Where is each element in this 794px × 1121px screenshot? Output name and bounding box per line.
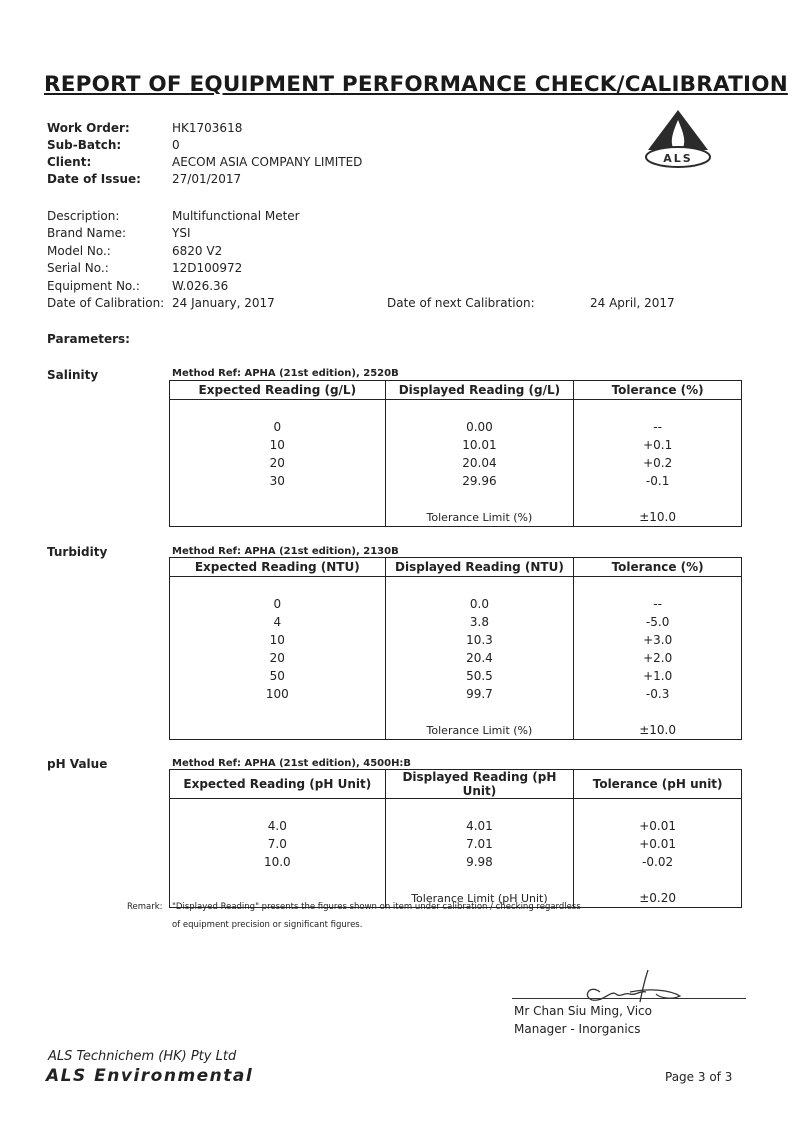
salinity-section-title: Salinity xyxy=(47,368,99,382)
turbidity-table xyxy=(169,557,742,740)
serial-no-label: Serial No.: xyxy=(47,261,109,275)
description-label: Description: xyxy=(47,209,120,223)
remark-line-1: "Displayed Reading" presents the figures shown on item under calibration / checking regardless xyxy=(172,902,581,912)
turbidity-section-title: Turbidity xyxy=(47,545,108,559)
client-value: AECOM ASIA COMPANY LIMITED xyxy=(172,155,363,169)
spacer-row xyxy=(170,799,742,818)
table-row: 20 20.4 +2.0 xyxy=(170,649,742,667)
spacer-row xyxy=(170,703,742,721)
ph-table xyxy=(169,769,742,908)
als-logo-icon xyxy=(640,106,716,170)
salinity-header-row xyxy=(170,381,742,400)
model-no-label: Model No.: xyxy=(47,244,111,258)
turbidity-header-tolerance: Tolerance (%) xyxy=(574,558,742,577)
table-row: 7.0 7.01 +0.01 xyxy=(170,835,742,853)
table-row: 20 20.04 +0.2 xyxy=(170,454,742,472)
table-row: 0 0.00 -- xyxy=(170,418,742,436)
salinity-table xyxy=(169,380,742,527)
table-row: 10 10.01 +0.1 xyxy=(170,436,742,454)
serial-no-value: 12D100972 xyxy=(172,261,243,275)
turbidity-limit-value: ±10.0 xyxy=(574,721,742,740)
client-label: Client: xyxy=(47,155,92,169)
brand-name-label: Brand Name: xyxy=(47,226,127,240)
salinity-method: Method Ref: APHA (21st edition), 2520B xyxy=(172,368,399,379)
turbidity-limit-row xyxy=(170,721,742,740)
spacer-row xyxy=(170,490,742,508)
salinity-header-expected: Expected Reading (g/L) xyxy=(170,381,386,400)
remark-label: Remark: xyxy=(127,902,163,912)
equipment-no-value: W.026.36 xyxy=(172,279,229,293)
turbidity-limit-label: Tolerance Limit (%) xyxy=(385,721,574,740)
ph-limit-value: ±0.20 xyxy=(574,889,742,908)
signatory-title: Manager - Inorganics xyxy=(514,1022,641,1036)
als-logo xyxy=(640,106,716,170)
page-title: REPORT OF EQUIPMENT PERFORMANCE CHECK/CALIBRATION xyxy=(44,72,788,97)
spacer-row xyxy=(170,871,742,889)
work-order-value: HK1703618 xyxy=(172,121,243,135)
description-value: Multifunctional Meter xyxy=(172,209,300,223)
footer-company: ALS Technichem (HK) Pty Ltd xyxy=(48,1049,237,1064)
table-row: 10.0 9.98 -0.02 xyxy=(170,853,742,871)
brand-name-value: YSI xyxy=(172,226,191,240)
ph-header-expected: Expected Reading (pH Unit) xyxy=(170,770,386,799)
date-of-issue-value: 27/01/2017 xyxy=(172,172,242,186)
spacer-row xyxy=(170,400,742,419)
model-no-value: 6820 V2 xyxy=(172,244,223,258)
table-row: 4.0 4.01 +0.01 xyxy=(170,817,742,835)
salinity-limit-label: Tolerance Limit (%) xyxy=(385,508,574,527)
turbidity-method: Method Ref: APHA (21st edition), 2130B xyxy=(172,546,399,557)
turbidity-header-row xyxy=(170,558,742,577)
salinity-header-tolerance: Tolerance (%) xyxy=(574,381,742,400)
turbidity-header-displayed: Displayed Reading (NTU) xyxy=(385,558,574,577)
salinity-limit-value: ±10.0 xyxy=(574,508,742,527)
svg-text:ALS: ALS xyxy=(663,152,693,165)
date-of-calibration-value: 24 January, 2017 xyxy=(172,296,275,310)
work-order-label: Work Order: xyxy=(47,121,130,135)
page-number: Page 3 of 3 xyxy=(665,1070,733,1084)
next-calibration-value: 24 April, 2017 xyxy=(590,296,675,310)
ph-header-displayed: Displayed Reading (pH Unit) xyxy=(385,770,574,799)
ph-header-row xyxy=(170,770,742,799)
spacer-row xyxy=(170,577,742,596)
salinity-header-displayed: Displayed Reading (g/L) xyxy=(385,381,574,400)
table-row: 50 50.5 +1.0 xyxy=(170,667,742,685)
ph-section-title: pH Value xyxy=(47,757,108,771)
remark-line-2: of equipment precision or significant figures. xyxy=(172,920,363,930)
table-row: 10 10.3 +3.0 xyxy=(170,631,742,649)
table-row: 100 99.7 -0.3 xyxy=(170,685,742,703)
sub-batch-label: Sub-Batch: xyxy=(47,138,122,152)
salinity-limit-row xyxy=(170,508,742,527)
signature-line xyxy=(512,998,746,999)
table-row: 30 29.96 -0.1 xyxy=(170,472,742,490)
next-calibration-label: Date of next Calibration: xyxy=(387,296,535,310)
date-of-issue-label: Date of Issue: xyxy=(47,172,141,186)
table-row: 0 0.0 -- xyxy=(170,595,742,613)
equipment-no-label: Equipment No.: xyxy=(47,279,140,293)
date-of-calibration-label: Date of Calibration: xyxy=(47,296,165,310)
ph-method: Method Ref: APHA (21st edition), 4500H:B xyxy=(172,758,412,769)
footer-brand: ALS Environmental xyxy=(46,1066,254,1086)
parameters-label: Parameters: xyxy=(47,332,130,346)
sub-batch-value: 0 xyxy=(172,138,180,152)
ph-limit-label: Tolerance Limit (pH Unit) xyxy=(385,889,574,908)
signatory-name: Mr Chan Siu Ming, Vico xyxy=(514,1004,652,1018)
table-row: 4 3.8 -5.0 xyxy=(170,613,742,631)
ph-header-tolerance: Tolerance (pH unit) xyxy=(574,770,742,799)
turbidity-header-expected: Expected Reading (NTU) xyxy=(170,558,386,577)
